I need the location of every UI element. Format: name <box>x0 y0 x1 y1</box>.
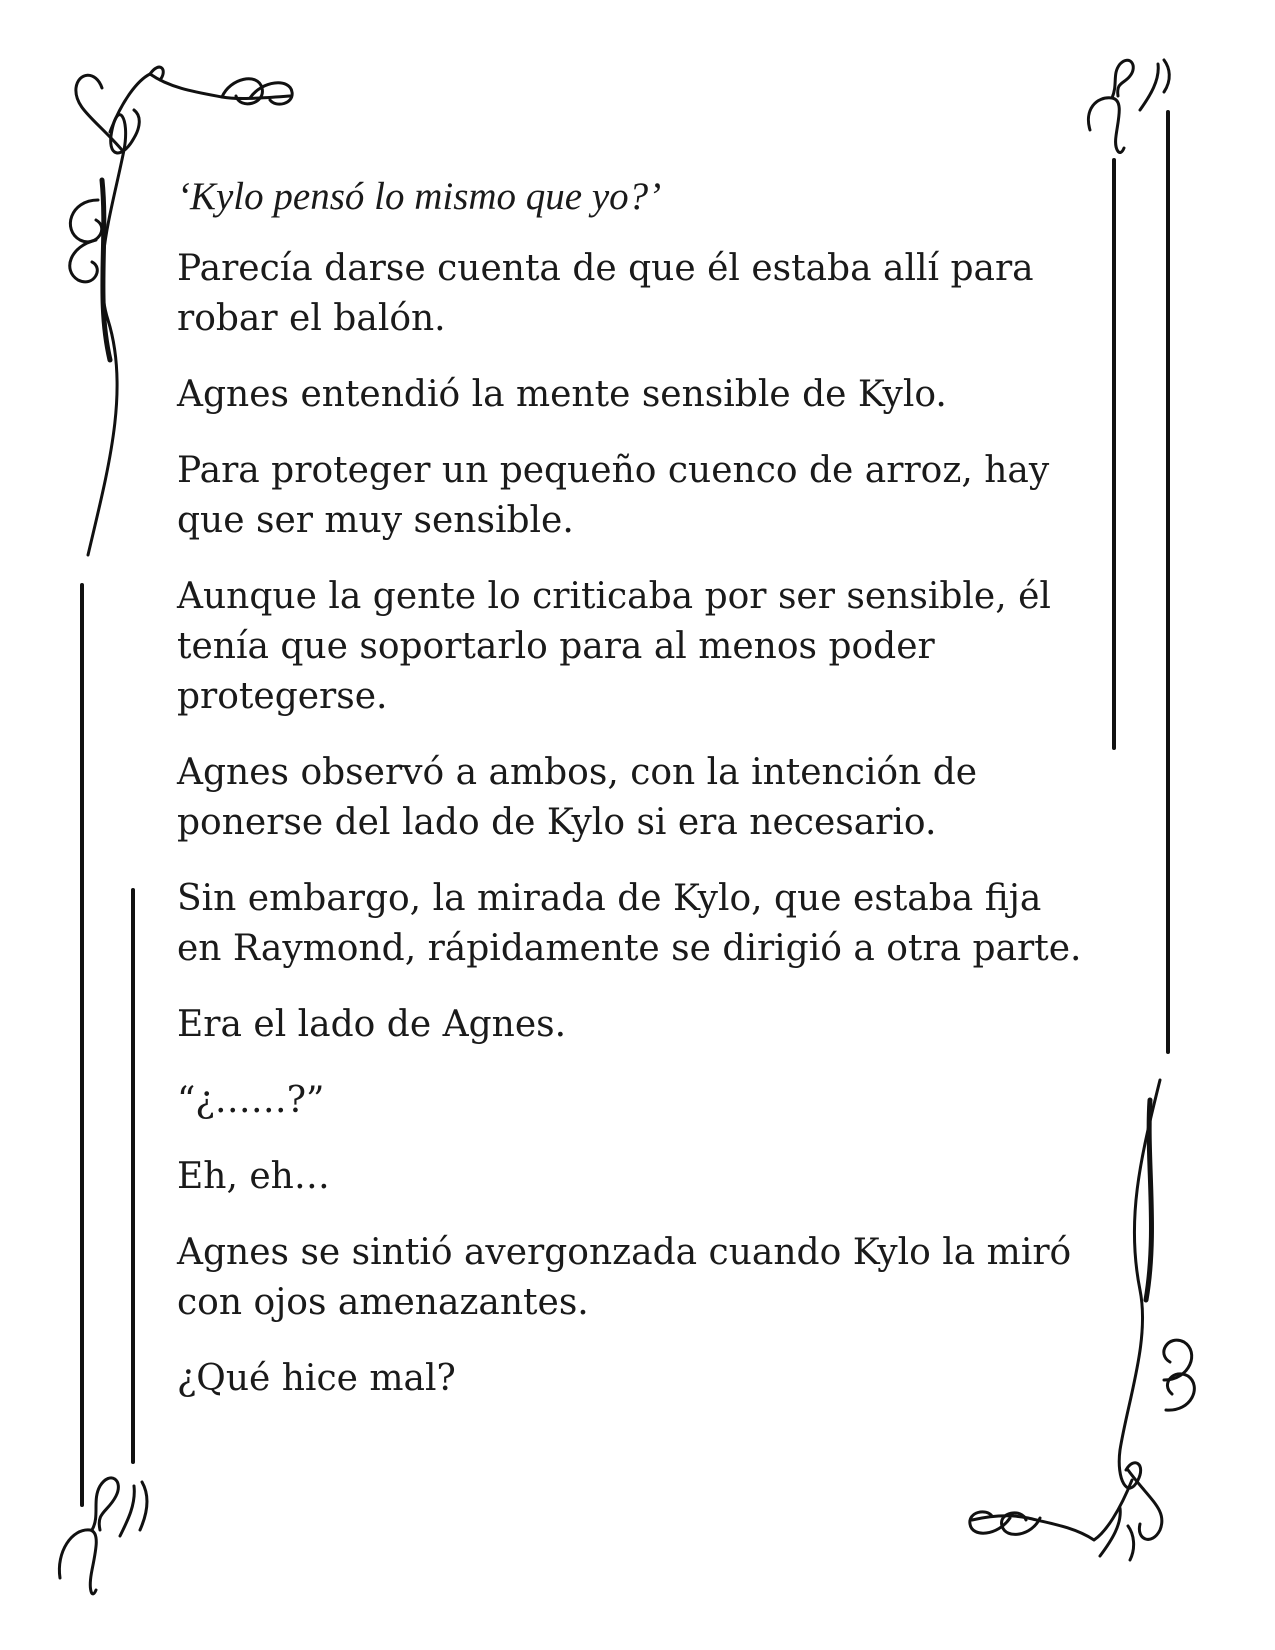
paragraph: Era el lado de Agnes. <box>177 1004 567 1045</box>
paragraph: Parecía darse cuenta de que él estaba allí para robar el balón. <box>177 248 1034 339</box>
paragraph: Agnes se sintió avergonzada cuando Kylo la miró con ojos amenazantes. <box>177 1232 1072 1323</box>
paragraph: Para proteger un pequeño cuenco de arroz, hay que ser muy sensible. <box>177 450 1050 541</box>
paragraph: Aunque la gente lo criticaba por ser sensible, él tenía que soportarlo para al menos poder protegerse. <box>177 576 1051 717</box>
top-right-flourish-icon <box>1088 60 1169 152</box>
inner-thought: ‘Kylo pensó lo mismo que yo?’ <box>177 175 662 218</box>
paragraph: ¿Qué hice mal? <box>177 1358 456 1399</box>
paragraph: Agnes entendió la mente sensible de Kylo. <box>177 374 947 415</box>
paragraph: Agnes observó a ambos, con la intención de ponerse del lado de Kylo si era necesario. <box>177 752 978 843</box>
dialogue-line: “¿……?” <box>177 1080 325 1121</box>
paragraph: Eh, eh… <box>177 1156 330 1197</box>
story-text <box>177 172 1097 1430</box>
bottom-left-flourish-icon <box>59 1478 147 1594</box>
paragraph: Sin embargo, la mirada de Kylo, que estaba fija en Raymond, rápidamente se dirigió a otra parte. <box>177 878 1082 969</box>
